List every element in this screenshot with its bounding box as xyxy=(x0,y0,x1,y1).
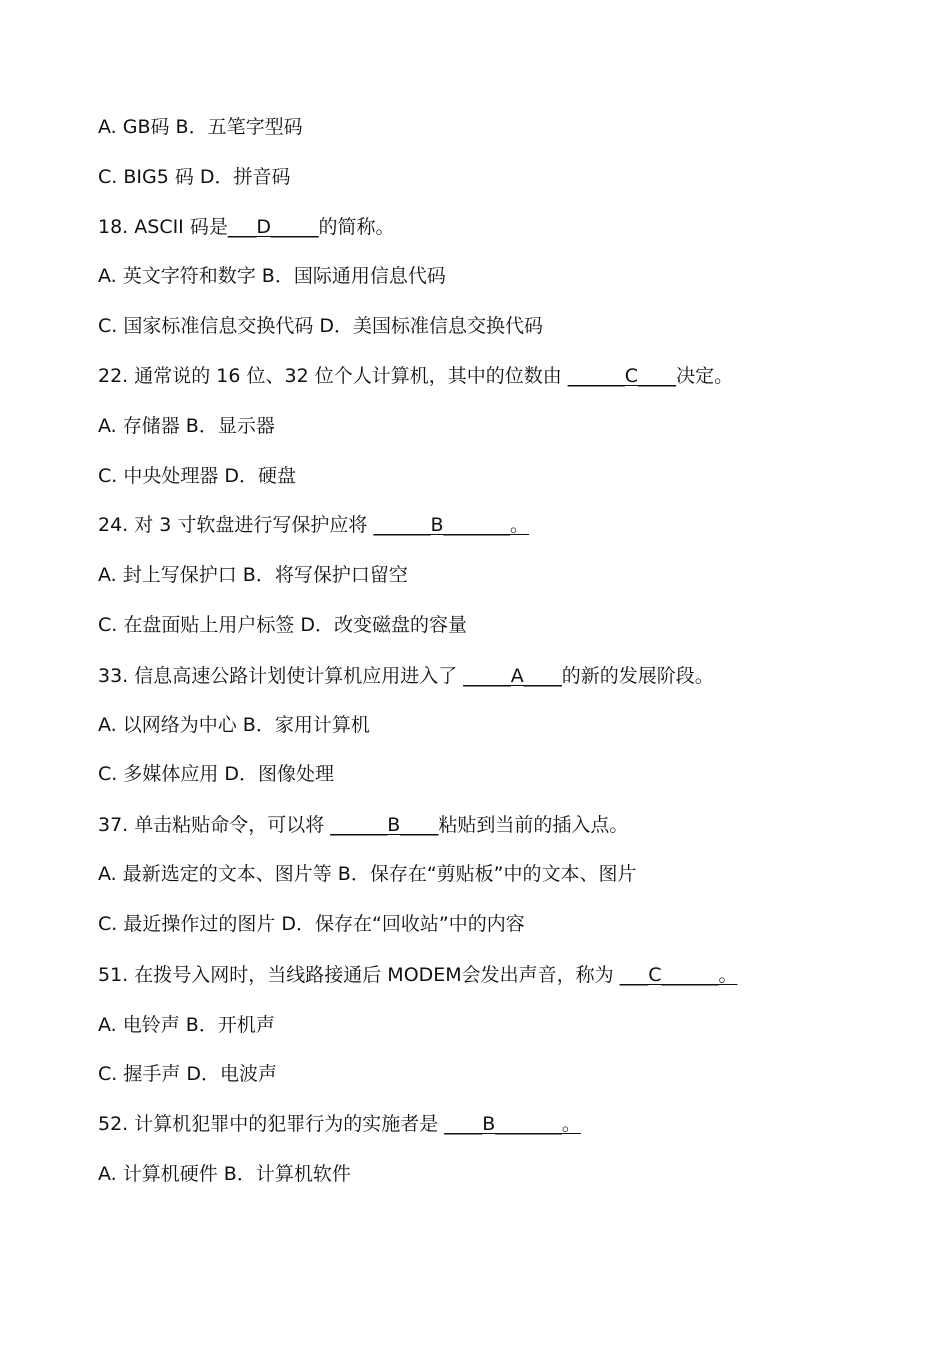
option-text: C. 最近操作过的图片 D．保存在“回收站”中的内容 xyxy=(98,913,525,935)
question-line xyxy=(98,960,910,990)
question-line xyxy=(98,361,910,391)
option-text: C. 握手声 D．电波声 xyxy=(98,1063,278,1085)
question-suffix: 决定。 xyxy=(676,365,734,387)
option-text: A. 计算机硬件 B．计算机软件 xyxy=(98,1163,351,1185)
question-line xyxy=(98,1109,910,1139)
answer-blank: ______B_______。 xyxy=(373,514,530,536)
question-line xyxy=(98,212,910,242)
option-text: C. 多媒体应用 D．图像处理 xyxy=(98,763,335,785)
question-text: 22. 通常说的 16 位、32 位个人计算机，其中的位数由 xyxy=(98,365,568,387)
question-suffix: 的简称。 xyxy=(318,216,395,238)
question-line xyxy=(98,510,910,540)
option-text: A. 电铃声 B．开机声 xyxy=(98,1014,275,1036)
option-text: A. 以网络为中心 B．家用计算机 xyxy=(98,714,370,736)
question-text: 18. ASCII 码是 xyxy=(98,216,228,238)
question-line xyxy=(98,661,910,691)
option-line xyxy=(98,560,910,590)
option-line xyxy=(98,710,910,740)
question-text: 52. 计算机犯罪中的犯罪行为的实施者是 xyxy=(98,1113,445,1135)
option-text: C. BIG5 码 D．拼音码 xyxy=(98,166,291,188)
option-text: C. 在盘面贴上用户标签 D．改变磁盘的容量 xyxy=(98,614,468,636)
option-line xyxy=(98,859,910,889)
option-text: A. 最新选定的文本、图片等 B．保存在“剪贴板”中的文本、图片 xyxy=(98,863,637,885)
answer-blank: ______B____ xyxy=(330,814,439,836)
answer-blank: ______C____ xyxy=(567,365,677,387)
option-text: A. 存储器 B．显示器 xyxy=(98,415,275,437)
answer-blank: ___D_____ xyxy=(227,216,319,238)
option-line xyxy=(98,759,910,789)
question-suffix: 粘贴到当前的插入点。 xyxy=(438,814,629,836)
question-text: 51. 在拨号入网时，当线路接通后 MODEM会发出声音，称为 xyxy=(98,964,620,986)
answer-blank: ____B_______。 xyxy=(444,1113,581,1135)
option-line xyxy=(98,112,910,142)
question-text: 24. 对 3 寸软盘进行写保护应将 xyxy=(98,514,374,536)
option-line xyxy=(98,610,910,640)
answer-blank: _____A____ xyxy=(463,665,562,687)
option-line xyxy=(98,1059,910,1089)
option-line xyxy=(98,311,910,341)
option-line xyxy=(98,461,910,491)
question-text: 37. 单击粘贴命令，可以将 xyxy=(98,814,331,836)
option-text: A. 封上写保护口 B．将写保护口留空 xyxy=(98,564,408,586)
option-text: C. 中央处理器 D．硬盘 xyxy=(98,465,297,487)
option-line xyxy=(98,1010,910,1040)
option-line xyxy=(98,1159,910,1189)
answer-blank: ___C______。 xyxy=(619,964,738,986)
question-text: 33. 信息高速公路计划使计算机应用进入了 xyxy=(98,665,464,687)
option-line xyxy=(98,162,910,192)
question-suffix: 的新的发展阶段。 xyxy=(561,665,714,687)
option-text: A. 英文字符和数字 B．国际通用信息代码 xyxy=(98,265,446,287)
option-line xyxy=(98,909,910,939)
option-text: A. GB码 B．五笔字型码 xyxy=(98,116,303,138)
option-line xyxy=(98,411,910,441)
question-line xyxy=(98,810,910,840)
option-line xyxy=(98,261,910,291)
option-text: C. 国家标准信息交换代码 D．美国标准信息交换代码 xyxy=(98,315,544,337)
